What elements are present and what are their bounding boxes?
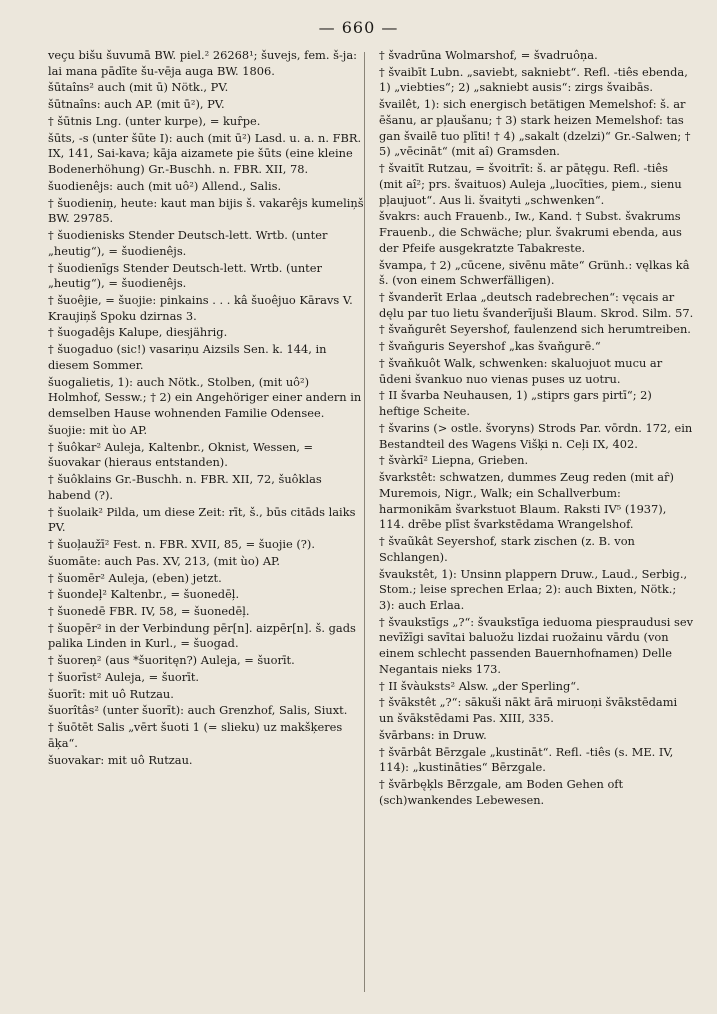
entry: † šuoreņ² (aus *šuoritęn?) Auleja, = šuorīt. bbox=[48, 653, 295, 668]
entry: † šuoêjie, = šuojie: pinkains . . . kâ šuoêjuo Kāravs V. Krauјiņš Spoku dzirnas 3. bbox=[48, 293, 353, 323]
entry: † švarins (> ostle. švoryns) Strods Par. vōrdn. 172, ein Bestandteil des Wagens Višķi n. Ceļi IX, 402. bbox=[379, 420, 693, 451]
entry: † švàrkī² Liepna, Grieben. bbox=[379, 453, 529, 468]
entry: švaukstêt, 1): Unsinn plappern Druw., Laud., Serbig., Stom.; leise sprechen Erlaa; 2): auch Bixten, Nötk.; 3): auch Erlaa. bbox=[379, 566, 688, 612]
column-divider bbox=[364, 52, 365, 992]
entry: † švaitīt Rutzau, = švoitrīt: š. ar pātęgu. Refl. -tiês (mit aî²; prs. švaituos) Auleja „luocīties, piem., sienu pļaujuot“. Aus li. švaityti „schwenken“. bbox=[379, 161, 682, 207]
entry: švārbans: in Druw. bbox=[379, 727, 487, 742]
entry: † švārbât Bērzgale „kustināt“. Refl. -tiês (s. ME. IV, 114): „kustināties“ Bērzgale. bbox=[379, 744, 674, 775]
entry: šuomāte: auch Pas. XV, 213, (mit ùo) AP. bbox=[48, 553, 281, 568]
entry: † švaukstīgs „?“: švaukstīga ieduoma piespraudusi sev nevīžīgi savītai baluožu lizdai ruožainu vārdu (von einem schlecht passenden Bauernhofnamen) Delle Negantais nieks 173. bbox=[379, 614, 694, 676]
entry: šuojie: mit ùo AP. bbox=[48, 422, 148, 437]
entry: † šuogadêjs Kalupe, diesjährig. bbox=[48, 325, 228, 340]
entry: † švaňguris Seyershof „kas švaňgurē.“ bbox=[379, 339, 601, 354]
entry: † šuonedē FBR. IV, 58, = šuonedēļ. bbox=[48, 603, 250, 618]
page-number: — 660 — bbox=[318, 18, 399, 37]
entry: švarkstêt: schwatzen, dummes Zeug reden (mit aȓ) Muremois, Nigr., Walk; ein Schallverbum: harmonikām švarkstuot Blaum. Raksti IV⁵ (1937), 114. drēbe plīst švarkstēdama Wrangelshof. bbox=[379, 470, 674, 532]
entry: † švaibīt Lubn. „saviebt, sakniebt“. Refl. -tiês ebenda, 1) „viebties“; 2) „sakniebt ausis“: zirgs švaibās. bbox=[379, 64, 688, 95]
entry: veçu bišu šuvumā BW. piel.² 26268¹; šuvejs, fem. š-ja: lai mana pādīte šu-vēja auga BW. 1806. bbox=[48, 48, 357, 78]
entry: † švadrūna Wolmarshof, = švadruôņa. bbox=[379, 48, 598, 62]
entry: šūts, -s (unter šūte I): auch (mit ū²) Lasd. u. a. n. FBR. IX, 141, Sai-kava; kāja aizamete pie šūts (eine kleine Bodenerhöhung) Gr.-Buschh. n. FBR. XII, 78. bbox=[48, 130, 362, 177]
entry: šūtaîns² auch (mit ū) Nötk., PV. bbox=[48, 80, 229, 95]
entry: † švaũkât Seyershof, stark zischen (z. B. von Schlangen). bbox=[379, 534, 635, 564]
entry: † šuondeļ² Kaltenbr., = šuonedēļ. bbox=[48, 587, 240, 602]
entry: šūtnaîns: auch AP. (mit ū²), PV. bbox=[48, 97, 225, 112]
entry: † šuolaik² Pilda, um diese Zeit: rīt, š., būs citāds laiks PV. bbox=[48, 504, 356, 535]
entry: † šuodieniņ, heute: kaut man bijis š. vakarêjs kumeliņš BW. 29785. bbox=[48, 195, 364, 226]
entry: † švākstêt „?“: sākuši nākt ārā miruoņi švākstēdami un švākstēdami Pas. XIII, 335. bbox=[379, 695, 678, 726]
right-column bbox=[379, 48, 695, 810]
entry: † šuôkar² Auleja, Kaltenbr., Oknist, Wessen, = šuovakar (hieraus entstanden). bbox=[48, 439, 314, 470]
entry: † šuogaduo (sic!) vasariņu Aizsils Sen. k. 144, in diesem Sommer. bbox=[48, 342, 327, 372]
entry: šuovakar: mit uô Rutzau. bbox=[48, 752, 193, 767]
entry: † šuorīst² Auleja, = šuorīt. bbox=[48, 669, 200, 684]
entry: švampa, † 2) „cūcene, sivēnu māte“ Grünh.: vęlkas kâ š. (von einem Schwerfälligen). bbox=[379, 257, 690, 288]
entry: šuogalietis, 1): auch Nötk., Stolben, (mit uô²) Holmhof, Sessw.; † 2) ein Angehöriger einer andern in demselben Hause wohnenden Familie Odensee. bbox=[48, 374, 362, 421]
entry: † švaňgurêt Seyershof, faulenzend sich herumtreiben. bbox=[379, 322, 691, 337]
entry: šuodienêjs: auch (mit uô²) Allend., Salis. bbox=[48, 178, 282, 193]
entry: švakrs: auch Frauenb., Iw., Kand. † Subst. švakrums Frauenb., die Schwäche; plur. švakrumi ebenda, aus der Pfeife ausgekratzte Tabakreste. bbox=[379, 209, 682, 255]
entry: † II švàuksts² Alsw. „der Sperling“. bbox=[379, 678, 580, 693]
entry: † II švarba Neuhausen, 1) „stiprs gars pirtī“; 2) heftige Scheite. bbox=[379, 388, 652, 419]
entry: † šuoļaužī² Fest. n. FBR. XVII, 85, = šuojie (?). bbox=[48, 537, 315, 552]
entry: † šuomēr² Auleja, (eben) jetzt. bbox=[48, 570, 222, 585]
entry: šuorīt: mit uô Rutzau. bbox=[48, 686, 174, 701]
entry: † šūtnis Lng. (unter kurpe), = kuȓpe. bbox=[48, 113, 261, 128]
entry: šuorîtâs² (unter šuorīt): auch Grenzhof, Salis, Siuxt. bbox=[48, 703, 348, 718]
entry: † šuodienīgs Stender Deutsch-lett. Wrtb. (unter „heutig“), = šuodienêjs. bbox=[48, 260, 322, 291]
entry: † šuōtēt Salis „vērt šuoti 1 (= slieku) uz makšķeres āķa“. bbox=[48, 720, 343, 750]
left-column bbox=[48, 48, 364, 769]
entry: † švaňkuôt Walk, schwenken: skaluojuot mucu ar ūdeni švankuo nuo vienas puses uz uotru. bbox=[379, 355, 663, 386]
entry: † šuopēr² in der Verbindung pēr[n]. aizpēr[n]. š. gads palika Linden in Kurl., = šuogad. bbox=[48, 620, 356, 651]
entry: † švanderīt Erlaa „deutsch radebrechen“: vęcais ar dęlu par tuo lietu švanderījuši Blaum. Skrod. Silm. 57. bbox=[379, 290, 694, 320]
entry: švailêt, 1): sich energisch betätigen Memelshof: š. ar ēšanu, ar pļaušanu; † 3) stark heizen Memelshof: tas gan švailē tuo plīti! † 4) „sakalt (dzelzi)“ Gr.-Salwen; † 5) „vēcināt“ (mit aî) Gramsden. bbox=[379, 97, 691, 159]
entry: † šuodienisks Stender Deutsch-lett. Wrtb. (unter „heutig“), = šuodienêjs. bbox=[48, 228, 328, 258]
entry: † švārbęķls Bērzgale, am Boden Gehen oft (sch)wankendes Lebewesen. bbox=[379, 777, 624, 807]
entry: † šuôklains Gr.-Buschh. n. FBR. XII, 72, šuôklas habend (?). bbox=[48, 472, 322, 502]
